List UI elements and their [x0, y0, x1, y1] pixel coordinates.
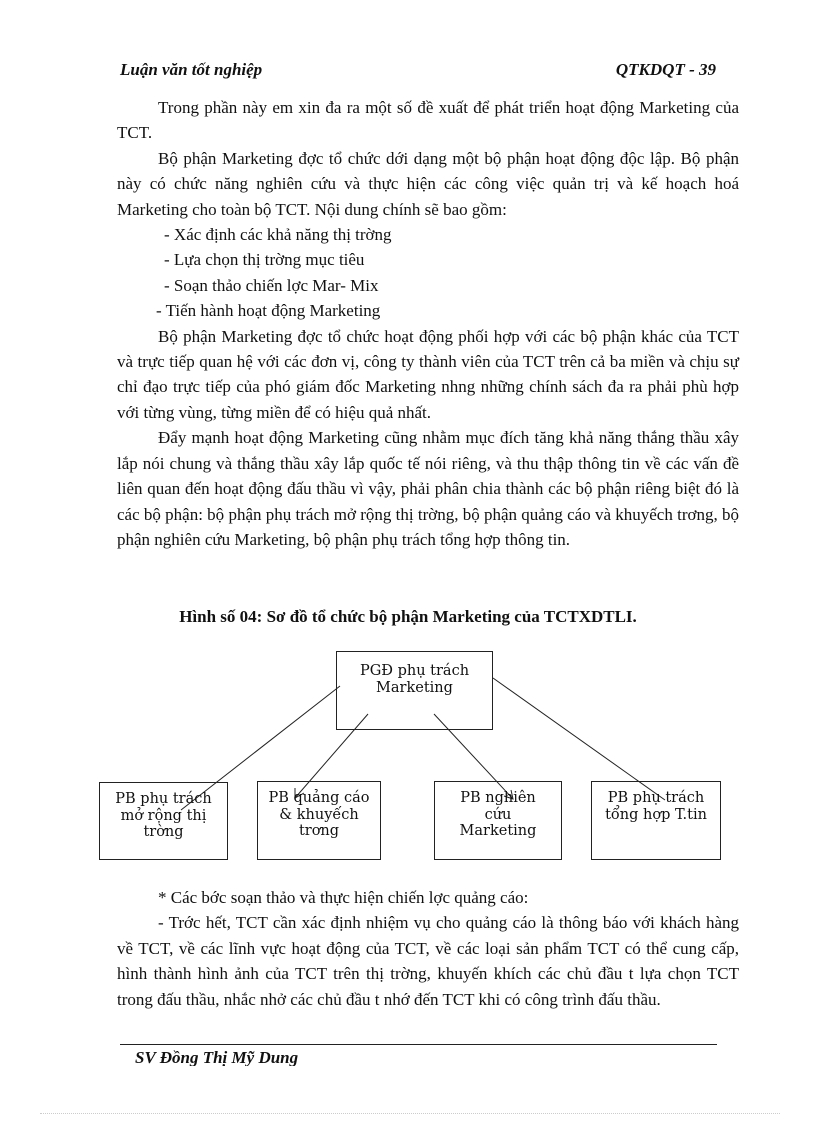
header-thesis-title: Luận văn tốt nghiệp	[120, 60, 263, 79]
box-label: PB phụ trách	[115, 791, 212, 807]
bullet-item: - Xác định các khả năng thị trờng	[164, 225, 392, 245]
org-chart	[95, 648, 725, 863]
paragraph-ad-steps-heading: * Các bớc soạn thảo và thực hiện chiến lợc quảng cáo:	[158, 888, 529, 907]
page-bottom-border	[40, 1113, 780, 1114]
figure-title: Hình số 04: Sơ đồ tổ chức bộ phận Marketing của TCTXDTLI.	[179, 607, 637, 626]
bullet-item: - Lựa chọn thị trờng mục tiêu	[164, 250, 365, 270]
box-pgd-marketing	[336, 651, 493, 730]
box-label: trơng	[298, 823, 340, 839]
paragraph-promotion: Đẩy mạnh hoạt động Marketing cũng nhằm mục đích tăng khả năng thắng thầu xây lắp nói chung và thắng thầu xây lắp quốc tế nói riêng, và thu thập thông tin về các vấn đề liên quan đến hoạt động đấu thầu vì vậy, phải phân chia thành các bộ phận riêng biệt đó là các bộ phận: bộ phận phụ trách mở rộng thị trờng, bộ phận quảng cáo và khuyếch trơng, bộ phận nghiên cứu Marketing, bộ phận phụ trách tổng hợp thông tin.	[117, 428, 739, 549]
box-information	[591, 781, 721, 860]
box-label: Marketing	[459, 823, 537, 839]
box-label: mở rộng thị	[120, 807, 207, 824]
paragraph-dept-description: Bộ phận Marketing đợc tổ chức dới dạng một bộ phận hoạt động độc lập. Bộ phận này có chức năng nghiên cứu và thực hiện các công việc quản trị và kế hoạch hoá Marketing cho toàn bộ TCT. Nội dung chính sẽ bao gồm:	[117, 148, 739, 219]
box-label: & khuyếch	[279, 806, 359, 823]
bullet-item: - Soạn thảo chiến lợc Mar- Mix	[164, 275, 379, 295]
box-label: PB phụ trách	[607, 790, 705, 806]
header-page-number: QTKDQT - 39	[615, 60, 716, 79]
box-marketing-research	[434, 781, 562, 860]
box-label: PGĐ phụ trách	[359, 663, 470, 679]
body-text-top	[117, 95, 739, 552]
footer-author: SV Đồng Thị Mỹ Dung	[135, 1048, 299, 1066]
box-label: trờng	[143, 824, 184, 840]
paragraph-intro: Trong phần này em xin đa ra một số đề xuất để phát triển hoạt động Marketing của TCT.	[117, 98, 739, 143]
paragraph-coordination: Bộ phận Marketing đợc tổ chức hoạt động phối hợp với các bộ phận khác của TCT và trực tiếp quan hệ với các đơn vị, công ty thành viên của TCT trên cả ba miền và chịu sự chỉ đạo trực tiếp của phó giám đốc Marketing nhng những chính sách đa ra phải phù hợp với từng vùng, từng miền để có hiệu quả nhất.	[117, 326, 739, 422]
box-market-expansion	[99, 782, 228, 860]
box-label: PB nghiên	[460, 790, 536, 806]
body-text-bottom	[117, 885, 739, 1012]
paragraph-ad-first-step: - Trớc hết, TCT cần xác định nhiệm vụ cho quảng cáo là thông báo với khách hàng về TCT, về các lĩnh vực hoạt động của TCT, về các loại sản phẩm TCT có thể cung cấp, hình thành hình ảnh của TCT trên thị trờng, khuyến khích các chủ đầu t lựa chọn TCT trong đấu thầu, nhắc nhở các chủ đầu t nhớ đến TCT khi có công trình đấu thầu.	[117, 913, 739, 1009]
page-header	[120, 60, 716, 86]
box-label: PB quảng cáo	[268, 790, 370, 806]
box-label: Marketing	[376, 679, 453, 696]
box-label: cứu	[484, 806, 512, 823]
box-advertising	[257, 781, 381, 860]
bullet-item: - Tiến hành hoạt động Marketing	[156, 301, 381, 321]
box-label: tổng hợp T.tin	[605, 806, 707, 823]
footer-divider	[120, 1044, 717, 1045]
